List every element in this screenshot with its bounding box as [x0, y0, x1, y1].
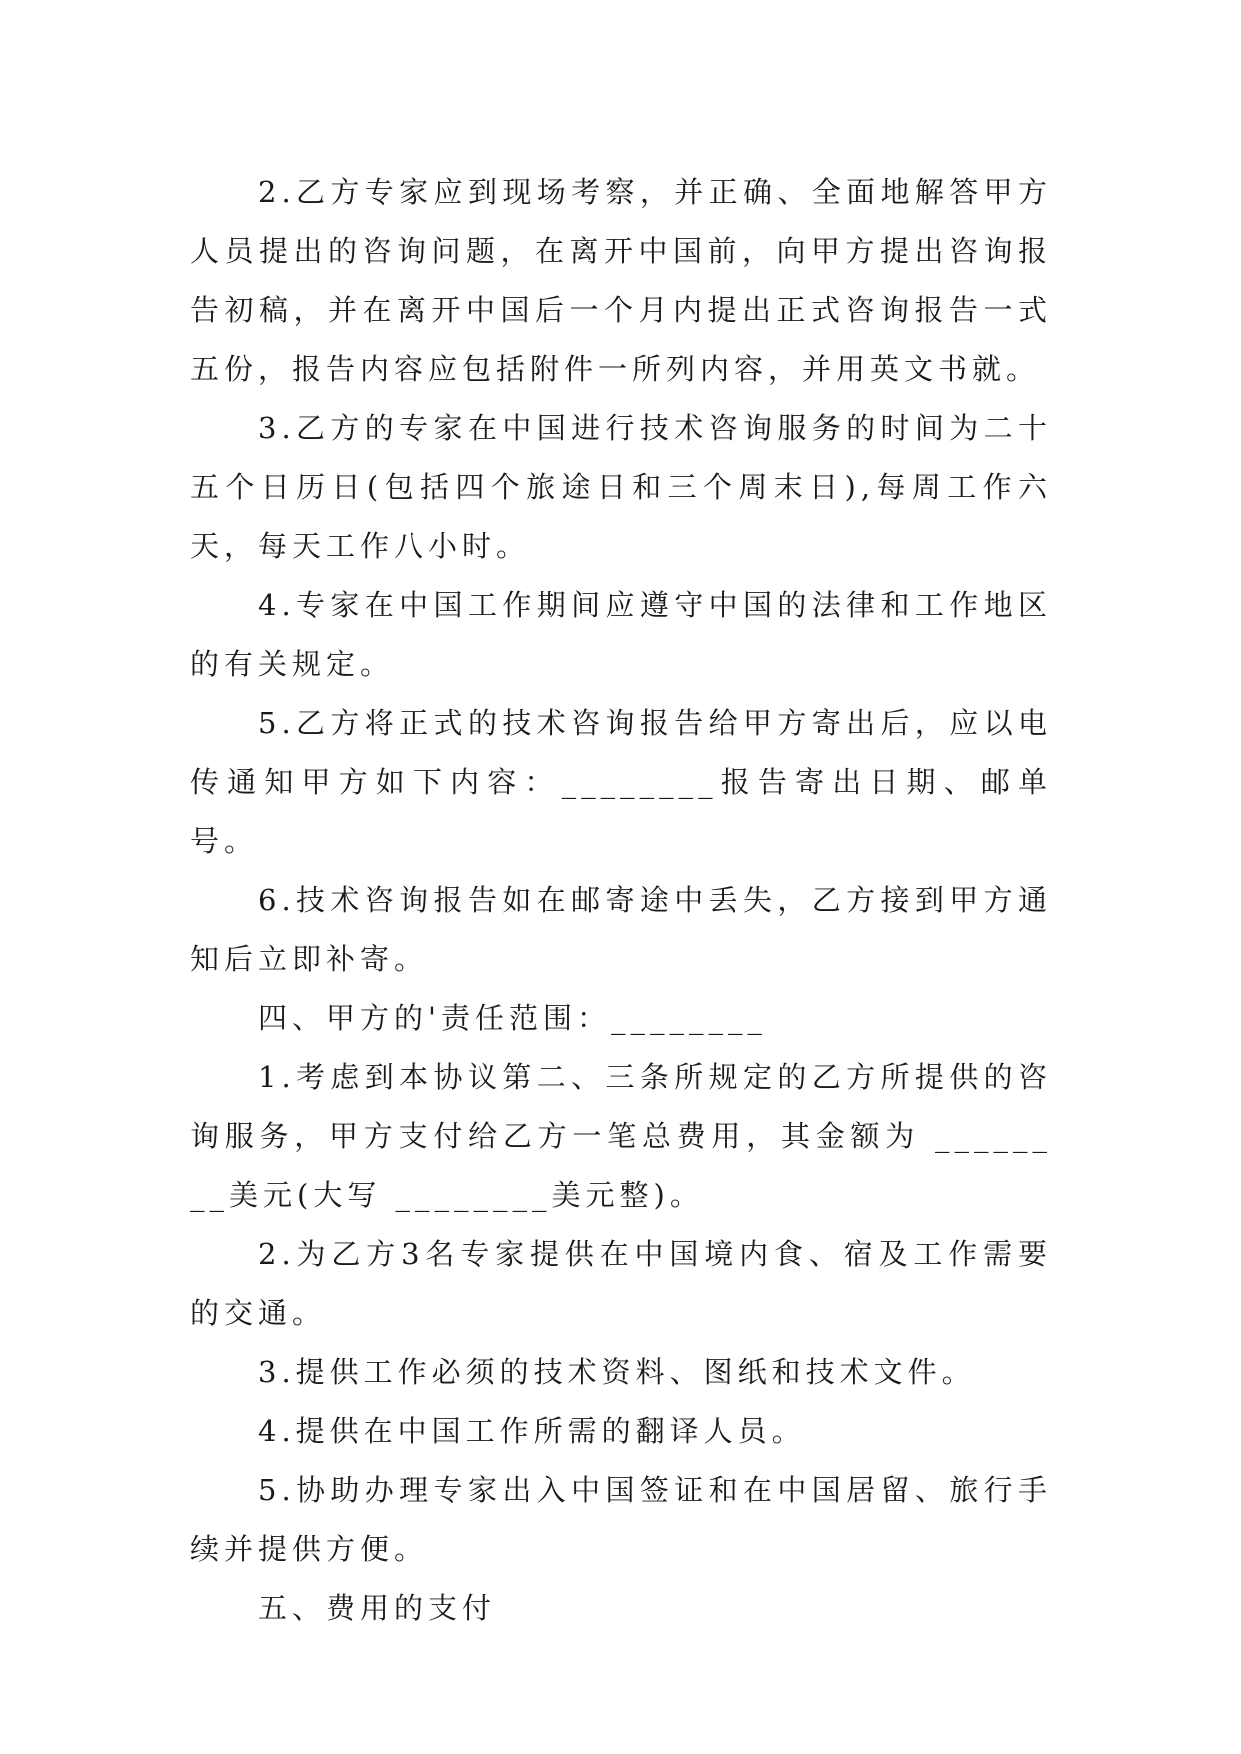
- clause-2-lodging-transport: 2.为乙方3名专家提供在中国境内食、宿及工作需要的交通。: [190, 1237, 1052, 1330]
- document-body: [190, 163, 1052, 1638]
- clause-5-telex-notification: 5.乙方将正式的技术咨询报告给甲方寄出后，应以电传通知甲方如下内容：________报告寄出日期、邮单号。: [190, 706, 1052, 858]
- section-5-heading-payment: 五、费用的支付: [258, 1591, 497, 1625]
- section-4-heading-party-a-responsibilities: 四、甲方的'责任范围：________: [258, 1001, 767, 1035]
- clause-4-comply-with-laws: 4.专家在中国工作期间应遵守中国的法律和工作地区的有关规定。: [190, 588, 1052, 681]
- clause-2-expert-site-visit: 2.乙方专家应到现场考察，并正确、全面地解答甲方人员提出的咨询问题，在离开中国前，向甲方提出咨询报告初稿，并在离开中国后一个月内提出正式咨询报告一式五份，报告内容应包括附件一所列内容，并用英文书就。: [190, 175, 1052, 386]
- clause-3-technical-materials: 3.提供工作必须的技术资料、图纸和技术文件。: [258, 1355, 976, 1389]
- clause-4-translators: 4.提供在中国工作所需的翻译人员。: [258, 1414, 806, 1448]
- clause-3-service-duration: 3.乙方的专家在中国进行技术咨询服务的时间为二十五个日历日(包括四个旅途日和三个周末日),每周工作六天，每天工作八小时。: [190, 411, 1052, 563]
- clause-5-visa-assistance: 5.协助办理专家出入中国签证和在中国居留、旅行手续并提供方便。: [190, 1473, 1052, 1566]
- clause-1-total-fee: 1.考虑到本协议第二、三条所规定的乙方所提供的咨询服务，甲方支付给乙方一笔总费用，其金额为 ________美元(大写 ________美元整)。: [190, 1060, 1052, 1212]
- clause-6-lost-report-resend: 6.技术咨询报告如在邮寄途中丢失，乙方接到甲方通知后立即补寄。: [190, 883, 1052, 976]
